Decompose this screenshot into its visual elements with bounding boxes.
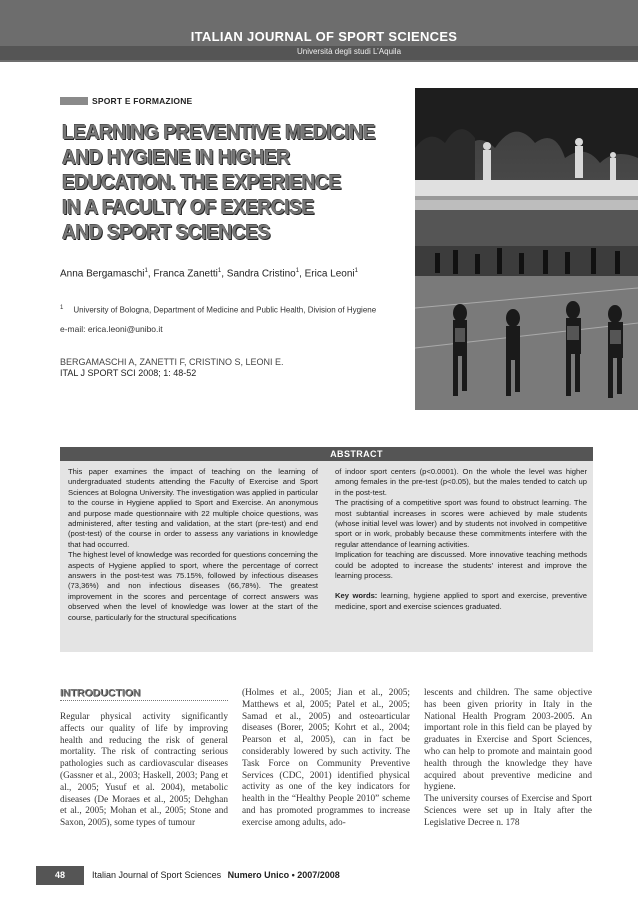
author-list: Anna Bergamaschi$^1$, Franca Zanetti$^1$, Sandra Cristino$^1$, Erica Leoni$^1$ [60, 268, 358, 280]
title-line: AND SPORT SCIENCES [62, 221, 270, 244]
citation-journal: ITAL J SPORT SCI 2008; 1: 48-52 [60, 368, 197, 378]
footer-issue: Numero Unico • 2007/2008 [227, 870, 340, 880]
abstract-right-column [335, 467, 587, 612]
author-affil-sup: 1 [295, 268, 300, 274]
body-paragraph: The university courses of Exercise and Sport Sciences were set up in Italy after the Legislative Decree n. 178 [424, 794, 592, 828]
body-paragraph: Regular physical activity significantly affects our quality of life by improving health and reducing the risk of general mortality. The risk of contracting serious pathologies such as cardiovascular diseases (Gassner et al., 2003; Haskell, 2003; Pang et al., 2005; Yusuf et al. 2004), metabolic diseases (De Moraes et al., 2005; Dehghan et al., 2005; Mohan et al., 2005; Stone and Saxon, 2005), some types of tumour [60, 712, 228, 829]
author-name: Anna Bergamaschi [60, 268, 145, 280]
title-line: EDUCATION. THE EXPERIENCE [62, 171, 341, 194]
title-line: IN A FACULTY OF EXERCISE [62, 196, 314, 219]
abstract-paragraph: The practising of a competitive sport was found to obstruct learning. The most subtantial increases in scores were achieved by male students (whose initial level was lower) and by students not involved in competitive sport or in work, probably because these commitments interfere with the regular attendance of learning activities. [335, 498, 587, 549]
abstract-left-column [68, 467, 318, 623]
abstract-paragraph: of indoor sport centers (p<0.0001). On the whole the level was higher among females in the pre-test (p<0.05), but the males tended to catch up in the post-test. [335, 467, 587, 497]
affiliation-text: University of Bologna, Department of Medicine and Public Health, Division of Hygiene [73, 305, 377, 315]
contact-email: e-mail: erica.leoni@unibo.it [60, 324, 163, 334]
abstract-paragraph: This paper examines the impact of teaching on the learning of undergraduated students attending the Faculty of Exercise and Sport Sciences at Bologna University. The investigation was applied in particular to the course in Hygiene applied to Sport and Exercise. An anonymous and purpose made questionnaire with 22 multiple choice questions, was administered, after testing and validation, at the start (pre-test) and end (post-test) of the course in order to assess any variations in knowledge that had occurred. [68, 467, 318, 549]
university-name: Università degli studi L’Aquila [296, 47, 402, 56]
keywords-label: Key words: [335, 591, 378, 601]
author-name: Erica Leoni [304, 268, 355, 280]
affiliation [60, 305, 376, 315]
author-name: Franca Zanetti [153, 268, 218, 280]
section-label-text: SPORT E FORMAZIONE [92, 96, 193, 106]
section-label [60, 96, 192, 106]
introduction-heading: INTRODUCTION [60, 687, 228, 701]
article-title [62, 120, 375, 245]
citation-authors: BERGAMASCHI A, ZANETTI F, CRISTINO S, LEONI E. [60, 357, 284, 367]
body-paragraph: lescents and children. The same objective has been given priority in Italy in the National Health Program 2003-2005. An important role in this field can be played by graduates in Exercise and Sport Sciences, who can help to promote and maintain good health through the knowledge they have acquired about preventive medicine and hygiene. [424, 688, 592, 793]
affiliation-sup: 1 [60, 305, 64, 311]
journal-name: ITALIAN JOURNAL OF SPORT SCIENCES [190, 29, 458, 44]
keywords-text: learning, hygiene applied to sport and exercise, preventive medicine, sport and exercise sciences graduated. [335, 591, 587, 611]
body-column-3 [424, 688, 592, 830]
abstract-paragraph: The highest level of knowledge was recorded for questions concerning the aspects of Hygiene applied to sport, where the percentage of correct answers in the post-test was 75.15%, followed by infectious diseases (73,36%) and non infectious diseases (66,78%). The greatest improvement in the scores and percentage of correct answers was observed when the level of knowledge was lower at the start of the course, particularly for the structural specifications [68, 550, 318, 622]
section-bar [60, 97, 88, 105]
abstract-box [60, 447, 593, 652]
author-affil-sup: 1 [144, 268, 148, 274]
abstract-paragraph: Implication for teaching are discussed. More innovative teaching methods could be adopted to increase the students’ interest and improve the learning process. [335, 550, 587, 581]
footer-text [92, 870, 340, 880]
stadium-photo [415, 88, 638, 410]
footer-journal: Italian Journal of Sport Sciences [92, 870, 222, 880]
author-name: Sandra Cristino [226, 268, 296, 280]
keywords [335, 591, 587, 612]
title-line: LEARNING PREVENTIVE MEDICINE [62, 121, 376, 144]
abstract-heading: ABSTRACT [60, 447, 593, 461]
author-affil-sup: 1 [354, 268, 358, 274]
body-column-1 [60, 712, 228, 830]
body-paragraph: (Holmes et al., 2005; Jian et al., 2005; Matthews et al, 2005; Patel et al., 2005; Samad et al., 2005) and osteoarticular diseases (Borer, 2005; Kohrt et al., 2004; Pearson et al, 2005), can in fact be considerably lowered by such activity. The Task Force on Community Preventive Services (CDC, 2001) identified physical activity as one of the key indicators for health in the “Healthy People 2010” scheme and has promoted programmes to increase exercise among adults, ado- [242, 688, 410, 828]
page-number: 48 [36, 866, 84, 885]
body-column-2 [242, 688, 410, 830]
citation [60, 357, 284, 379]
author-affil-sup: 1 [217, 268, 222, 274]
title-line: AND HYGIENE IN HIGHER [62, 146, 290, 169]
